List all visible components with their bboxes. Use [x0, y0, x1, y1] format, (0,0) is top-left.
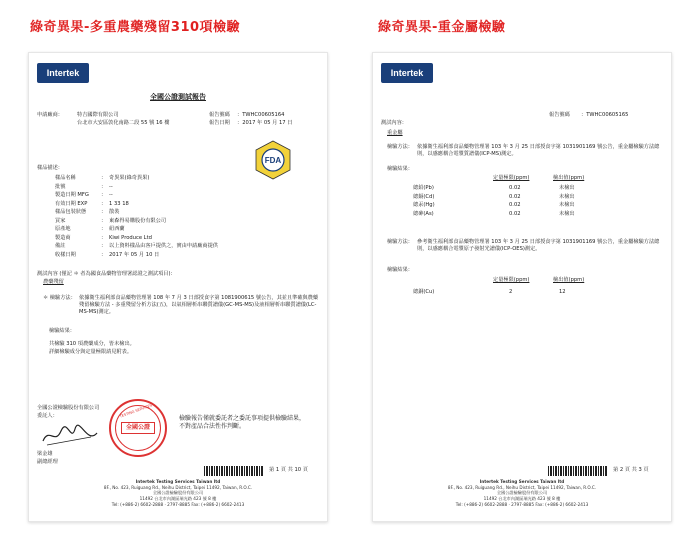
method-label-1: 檢驗方法：	[387, 144, 413, 150]
metal-row-value: 未檢出	[559, 210, 575, 217]
sample-row-value: 以上資料樣品由客戶提供之，實由申請廠商提供	[109, 243, 218, 249]
right-heading: 綠奇異果-重金屬檢驗	[378, 20, 506, 35]
sample-row-label: 樣品包裝狀態	[55, 209, 87, 215]
applicant-address: 台北市大安區敦化南路二段 55 號 16 樓	[77, 120, 170, 126]
sample-row-label: 製造商	[55, 234, 71, 241]
metal-row-value: 未檢出	[559, 193, 575, 200]
sample-row-colon: ：	[101, 234, 107, 241]
footer: Intertek Testing Services Taiwan ltd 8F., No. 423, Ruiguang Rd., Neihu District, Taipei 11492, Taiwan, R.O.C. 全國公證檢驗股份有限公司 11492 台北市內湖區瑞光路 423 號 8 樓 Tel: (+886-2) 6602-2888 · 2797-8885 Fax: (+886-2) 6602-2413	[103, 479, 253, 507]
signature	[41, 423, 101, 449]
result-label-1: 檢驗結果：	[387, 166, 413, 172]
intertek-logo: Intertek	[37, 63, 89, 83]
sample-row-colon: ：	[101, 209, 107, 215]
metal-row-limit: 0.02	[509, 202, 521, 208]
sample-row-label: 備註	[55, 243, 66, 249]
report-number: ：TWHC00605165	[581, 112, 629, 118]
metal-row-name: 總汞(Hg)	[413, 202, 435, 208]
metal-row-limit: 0.02	[509, 193, 521, 200]
company-line: 全國公證檢驗股份有限公司	[37, 405, 100, 411]
sample-row-value: 奇異果(綠奇異果)	[109, 175, 150, 181]
sample-row-label: 有效日期 EXP	[55, 200, 88, 207]
method-text-1: 依據衛生福利部食品藥物管理署 103 年 3 月 25 日部授食字第 1031901169 號公告，重金屬檢驗方法總則，以感應耦合電漿質譜儀(ICP-MS)測定。	[417, 144, 660, 158]
sample-row-value: --	[109, 183, 113, 190]
sample-row-colon: ：	[101, 226, 107, 232]
metal-row-name: 總鎘(Cd)	[413, 193, 435, 200]
sample-row-colon: ：	[101, 243, 107, 249]
sample-row-value: 散裝	[109, 209, 120, 215]
sample-row-label: 買家	[55, 217, 66, 224]
company-seal: TESTING SERVICES 全國公證	[109, 399, 167, 457]
col-limit-1: 定量極限(ppm)	[493, 175, 530, 181]
sample-row-label: 批號	[55, 183, 66, 190]
sample-row-label: 樣品名稱	[55, 175, 76, 181]
sample-row-colon: ：	[101, 192, 107, 198]
report-date-label: 報告日期	[209, 120, 230, 126]
report-title: 全國公證測試報告	[150, 93, 206, 101]
sample-row-value: 2017 年 05 月 10 日	[109, 251, 160, 258]
sample-row-colon: ：	[101, 200, 107, 207]
barcode	[548, 466, 608, 476]
result-label: 檢驗結果：	[49, 328, 75, 334]
method-text: 依據衛生福利部食品藥物管理署 108 年 7 月 3 日部授食字第 1081900615 號公告，其並且準確與農藥殘留檢驗方法 - 多重殘留分析方法(五)，以氣相層析串聯質譜儀(GC-MS-MS)及液相層析串聯質譜儀(LC-MS-MS)測定。	[79, 295, 319, 316]
sample-row-label: 收樣日期	[55, 251, 76, 258]
report-page-heavy-metals	[372, 52, 672, 522]
metal-row-limit: 2	[509, 289, 513, 295]
report-page-pesticide	[28, 52, 328, 522]
agent-line: 委託人：	[37, 413, 58, 419]
metal-row-name: 總銅(Cu)	[413, 289, 435, 295]
metal-row-limit: 0.02	[509, 210, 521, 217]
sample-row-colon: ：	[101, 217, 107, 224]
metal-row-value: 未檢出	[559, 185, 575, 191]
result-line-2: 詳細檢驗成分與定量極限請見附表。	[49, 349, 133, 355]
sample-row-value: Kiwi Produce Ltd	[109, 234, 152, 241]
result-label-2: 檢驗結果：	[387, 267, 413, 273]
test-intro: 測試內容：	[381, 120, 407, 126]
svg-text:FDA: FDA	[264, 156, 282, 165]
col-limit-2: 定量極限(ppm)	[493, 277, 530, 283]
col-value-2: 檢出值(ppm)	[553, 277, 585, 283]
test-heading: 農藥殘留	[43, 279, 64, 285]
report-date: ：2017 年 05 月 17 日	[237, 120, 293, 126]
page-marker: 第 2 頁 共 3 頁	[613, 467, 649, 473]
metal-row-name: 總鉛(Pb)	[413, 185, 434, 191]
metal-row-value: 12	[559, 289, 566, 295]
test-heading: 重金屬	[387, 130, 403, 136]
sample-row-value: 紐西蘭	[109, 226, 125, 232]
signer-name: 梁金雄	[37, 451, 53, 457]
method-label: ＊ 檢驗方法：	[43, 295, 76, 301]
report-number: ：TWHC00605164	[237, 112, 285, 118]
signer-title: 副總經理	[37, 459, 58, 465]
metal-row-limit: 0.02	[509, 185, 521, 191]
test-intro: 測試內容 (僅記 ＊ 者為國食品藥物管理署認證之測試項目)：	[37, 271, 176, 277]
metal-row-name: 總砷(As)	[413, 210, 434, 217]
sample-row-label: 製造日期 MFG	[55, 192, 89, 198]
sample-row-colon: ：	[101, 175, 107, 181]
applicant-name: 特吉國際有限公司	[77, 112, 119, 118]
report-number-label: 報告號碼	[549, 112, 570, 118]
sample-row-value: 東森得易購股份有限公司	[109, 217, 167, 224]
col-value-1: 檢出值(ppm)	[553, 175, 585, 181]
sample-row-value: --	[109, 192, 113, 198]
method-text-2: 參考衛生福利部食品藥物管理署 103 年 3 月 25 日部授食字第 1031901169 號公告，重金屬檢驗方法總則，以感應耦合電漿原子發射光譜儀(ICP-OES)測定。	[417, 239, 660, 253]
barcode	[204, 466, 264, 476]
notice-text: 檢驗報告僅就委託者之委託事項提供檢驗結果，不對產品合法性作判斷。	[179, 415, 306, 431]
sample-row-label: 原產地	[55, 226, 71, 232]
method-label-2: 檢驗方法：	[387, 239, 413, 245]
applicant-label: 申請廠商：	[37, 112, 63, 118]
page-marker: 第 1 頁 共 10 頁	[269, 467, 308, 473]
sample-row-colon: ：	[101, 183, 107, 190]
tfda-accreditation-icon	[253, 139, 293, 183]
metal-row-value: 未檢出	[559, 202, 575, 208]
sample-row-colon: ：	[101, 251, 107, 258]
left-heading: 綠奇異果-多重農藥殘留310項檢驗	[30, 20, 241, 35]
sample-row-value: 1 33 18	[109, 200, 129, 207]
report-number-label: 報告號碼	[209, 112, 230, 118]
footer: Intertek Testing Services Taiwan ltd 8F., No. 423, Ruiguang Rd., Neihu District, Taipei 11492, Taiwan, R.O.C. 全國公證檢驗股份有限公司 11492 台北市內湖區瑞光路 423 號 8 樓 Tel: (+886-2) 6602-2888 · 2797-8885 Fax: (+886-2) 6602-2413	[447, 479, 597, 507]
result-line-1: 共檢驗 310 項農藥成分，皆未檢出。	[49, 341, 135, 347]
intertek-logo: Intertek	[381, 63, 433, 83]
sample-section-label: 樣品描述：	[37, 165, 63, 171]
